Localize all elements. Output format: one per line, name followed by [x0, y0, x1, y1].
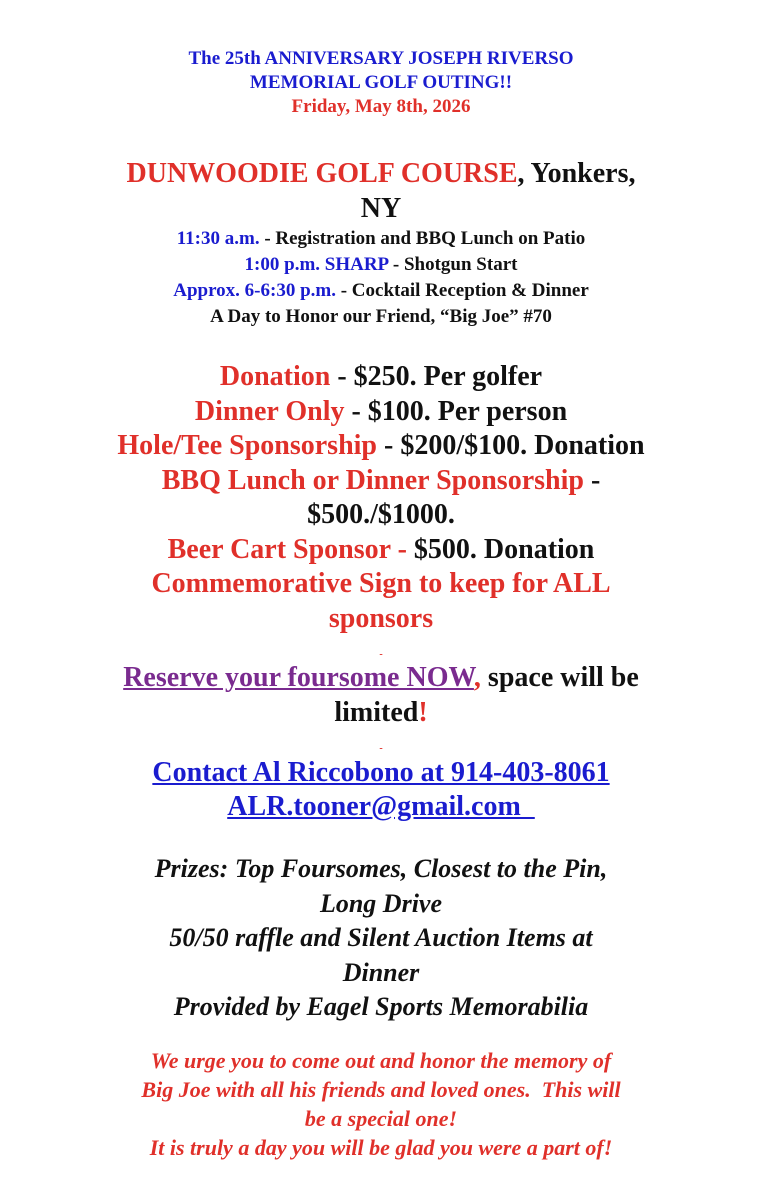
dinner-value: - $100. Per person	[344, 395, 568, 427]
schedule-desc: - Shotgun Start	[388, 254, 518, 275]
beer-cart-value: $500. Donation	[406, 533, 595, 565]
closing-line: be a special one!	[304, 1106, 458, 1131]
venue-state: NY	[360, 193, 402, 224]
reserve-limited: limited	[334, 697, 419, 728]
venue-line	[0, 156, 762, 191]
closing-line: Big Joe with all his friends and loved ones. This will	[141, 1077, 621, 1102]
closing-line: We urge you to come out and honor the memory of	[150, 1048, 612, 1073]
reserve-line-2	[0, 695, 762, 730]
beer-cart-label: Beer Cart Sponsor -	[167, 533, 407, 565]
bbq-sponsor-item	[0, 464, 762, 499]
closing-line: It is truly a day you will be glad you were a part of!	[149, 1135, 613, 1160]
closing-message	[0, 1046, 762, 1162]
donation-label: Donation	[219, 361, 331, 392]
donations-block	[0, 360, 762, 636]
schedule-item	[0, 278, 762, 304]
beer-cart-item	[0, 533, 762, 568]
hole-sponsor-item	[0, 429, 762, 464]
schedule-time: 1:00 p.m. SHARP	[244, 254, 389, 275]
email-line	[0, 790, 762, 824]
schedule-time: Approx. 6-6:30 p.m.	[173, 280, 336, 301]
hole-sponsor-label: Hole/Tee Sponsorship	[117, 430, 377, 461]
bbq-sponsor-value: $500./$1000.	[307, 499, 455, 530]
reserve-exclaim: !	[418, 697, 428, 728]
course-name: DUNWOODIE GOLF COURSE	[126, 158, 518, 189]
schedule-desc: - Registration and BBQ Lunch on Patio	[259, 228, 586, 249]
contact-line	[0, 756, 762, 790]
separator-dash: -	[379, 743, 383, 754]
dinner-label: Dinner Only	[194, 395, 345, 427]
reserve-link[interactable]: Reserve your foursome NOW	[123, 662, 474, 693]
separator-dash: -	[379, 649, 383, 660]
event-date: Friday, May 8th, 2026	[291, 96, 471, 117]
reserve-block	[0, 660, 762, 730]
schedule-time: 11:30 a.m.	[176, 228, 260, 249]
prizes-line: Long Drive	[319, 888, 443, 918]
contact-email-link[interactable]: ALR.tooner@gmail.com	[227, 791, 535, 822]
donation-item	[0, 360, 762, 395]
reserve-comma: ,	[473, 662, 481, 693]
hole-sponsor-value: - $200/$100. Donation	[377, 430, 645, 461]
event-header	[0, 47, 762, 119]
contact-phone-link[interactable]: Contact Al Riccobono at 914-403-8061	[152, 757, 610, 788]
sign-line-1: Commemorative Sign to keep for ALL	[151, 568, 611, 599]
honor-line: A Day to Honor our Friend, “Big Joe” #70	[210, 306, 552, 327]
venue-city: , Yonkers,	[517, 158, 636, 189]
contact-block	[0, 756, 762, 824]
prizes-line: Prizes: Top Foursomes, Closest to the Pin,	[154, 854, 608, 883]
schedule-desc: - Cocktail Reception & Dinner	[335, 280, 589, 301]
sign-line-2: sponsors	[328, 602, 434, 634]
event-title-line-1: The 25th ANNIVERSARY JOSEPH RIVERSO	[188, 48, 574, 69]
donation-value: - $250. Per golfer	[330, 361, 543, 392]
venue-block	[0, 156, 762, 330]
reserve-line	[0, 660, 762, 695]
schedule-item	[0, 252, 762, 278]
event-title-line-2: MEMORIAL GOLF OUTING!!	[249, 72, 513, 93]
prizes-line: Dinner	[342, 957, 420, 987]
prizes-line: Provided by Eagel Sports Memorabilia	[173, 992, 589, 1021]
prizes-block	[0, 852, 762, 1025]
prizes-line: 50/50 raffle and Silent Auction Items at	[169, 923, 593, 952]
bbq-sponsor-dash: -	[583, 464, 601, 496]
dinner-item	[0, 395, 762, 430]
bbq-sponsor-label: BBQ Lunch or Dinner Sponsorship	[161, 464, 584, 496]
reserve-rest: space will be	[480, 662, 639, 693]
schedule-item	[0, 226, 762, 252]
